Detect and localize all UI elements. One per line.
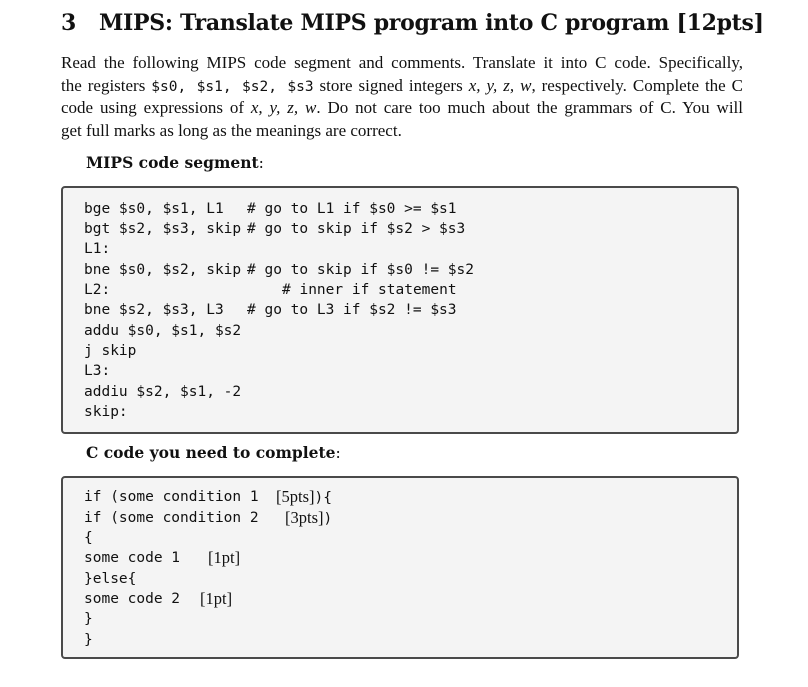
mips-comment: # inner if statement <box>282 282 457 298</box>
c-line <box>84 487 332 507</box>
mips-line <box>84 402 128 422</box>
mips-comment: # go to L3 if $s2 != $s3 <box>247 302 457 318</box>
c-code-box <box>61 476 739 659</box>
mips-line <box>84 239 110 259</box>
mips-line <box>84 280 457 300</box>
points-annotation <box>285 508 332 529</box>
label-colon: : <box>258 154 264 172</box>
section-title: MIPS: Translate MIPS program into C program [12pts] <box>99 10 764 36</box>
intro-text: the registers <box>61 75 152 95</box>
mips-code: bne $s2, $s3, L3 <box>84 302 224 318</box>
intro-text: , respectively. Complete the C <box>531 75 744 95</box>
c-code-label <box>86 443 341 462</box>
intro-text: code using expressions of <box>61 98 251 117</box>
mips-label-text: MIPS code segment <box>86 153 259 172</box>
mips-label: skip: <box>84 404 128 420</box>
intro-line-3 <box>61 97 743 120</box>
mips-label: L2: <box>84 282 111 298</box>
intro-paragraph <box>61 52 743 142</box>
intro-text: store signed integers <box>313 75 469 95</box>
c-code: }else{ <box>84 571 137 587</box>
intro-line-4 <box>61 120 743 143</box>
mips-comment: # go to skip if $s0 != $s2 <box>247 262 474 278</box>
mips-code: bgt $s2, $s3, skip <box>84 221 242 237</box>
mips-line <box>84 361 110 381</box>
mips-code: addu $s0, $s1, $s2 <box>84 323 242 339</box>
variable-list: x, y, z, w <box>250 98 317 117</box>
mips-line <box>84 260 474 280</box>
section-number: 3 <box>61 10 77 36</box>
intro-text: . Do not care too much about the grammars of C. You will <box>316 98 743 117</box>
mips-comment: # go to skip if $s2 > $s3 <box>247 221 466 237</box>
c-line <box>84 630 93 650</box>
mips-code-box <box>61 186 739 434</box>
mips-code: addiu $s2, $s1, -2 <box>84 384 242 400</box>
c-line <box>84 589 233 609</box>
register-list: $s0, $s1, $s2, $s3 <box>151 78 314 95</box>
points-value: [1pt] <box>200 589 233 608</box>
points-value: [5pts] <box>276 487 315 506</box>
mips-label: L1: <box>84 241 111 257</box>
variable-list: x, y, z, w <box>468 75 532 95</box>
mips-line <box>84 199 457 219</box>
c-code: some code 1 <box>84 550 181 566</box>
mips-line <box>84 300 457 320</box>
label-colon: : <box>335 444 341 462</box>
points-annotation <box>276 487 332 508</box>
mips-code: bge $s0, $s1, L1 <box>84 201 224 217</box>
c-label-text: C code you need to complete <box>86 443 336 462</box>
intro-line-1 <box>61 52 743 75</box>
mips-line <box>84 382 241 402</box>
mips-code: bne $s0, $s2, skip <box>84 262 242 278</box>
points-value: [3pts] <box>285 508 324 527</box>
intro-text: get full marks as long as the meanings are correct. <box>61 120 402 140</box>
c-code: some code 2 <box>84 591 181 607</box>
points-value: [1pt] <box>208 548 241 567</box>
c-code-tail: ){ <box>314 490 332 506</box>
c-line <box>84 508 333 528</box>
c-code: if (some condition 2 <box>84 510 259 526</box>
c-line <box>84 569 136 589</box>
c-code: } <box>84 611 93 627</box>
c-code: if (some condition 1 <box>84 489 259 505</box>
c-code: { <box>84 530 93 546</box>
c-line <box>84 548 241 568</box>
mips-label: L3: <box>84 363 111 379</box>
section-heading <box>61 10 764 36</box>
intro-text: Read the following MIPS code segment and comments. Translate it into C code. Specifically, <box>61 53 743 72</box>
c-code: } <box>84 632 93 648</box>
mips-line <box>84 321 241 341</box>
mips-code-label <box>86 153 264 172</box>
intro-line-2 <box>61 75 743 98</box>
mips-line <box>84 219 466 239</box>
c-line <box>84 609 93 629</box>
c-code-tail: ) <box>323 511 333 527</box>
mips-line <box>84 341 136 361</box>
c-line <box>84 528 93 548</box>
mips-comment: # go to L1 if $s0 >= $s1 <box>247 201 457 217</box>
mips-code: j skip <box>84 343 137 359</box>
